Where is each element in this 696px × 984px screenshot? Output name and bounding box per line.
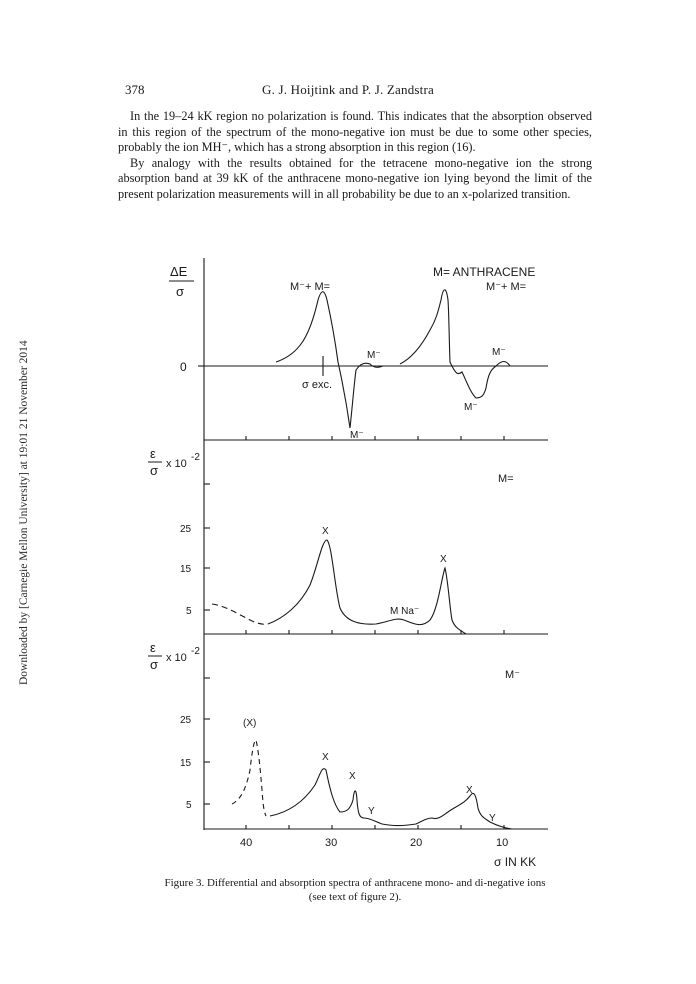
x-tick-20: 20: [410, 837, 423, 849]
panel3-tick-25: 25: [180, 715, 192, 726]
panel2-tick-25: 25: [180, 524, 192, 535]
panel3-curve: [270, 769, 512, 829]
panel1-peak-label-left: M⁻+ M=: [290, 281, 331, 293]
panel3-peak-x-paren: (X): [243, 718, 257, 729]
paragraph-2: By analogy with the results obtained for the tetracene mono-negative ion the strong absorption band at 39 kK of the anthracene mono-negative ion lying beyond the limit of the present polarization measurements will in all probability be due to an x-polarized transition.: [118, 155, 592, 201]
panel3-ylabel-exp: -2: [191, 646, 200, 657]
panel1-zero-label: 0: [180, 360, 187, 374]
x-tick-10: 10: [496, 837, 509, 849]
panel2-ylabel-num: ε: [150, 446, 156, 461]
panel1-sigma-exc: σ exc.: [302, 379, 333, 391]
panel1-label-m-minus-4: M⁻: [350, 430, 364, 441]
panel2-ylabel-exp: -2: [191, 452, 200, 463]
panel2-tick-5: 5: [186, 606, 192, 617]
panel1-curve-right: [400, 290, 510, 398]
panel3-peak-x2: X: [349, 771, 356, 782]
panel1-label-m-minus-2: M⁻: [492, 347, 506, 358]
panel1-ylabel: ΔE: [170, 264, 188, 279]
caption-line-2: (see text of figure 2).: [308, 891, 402, 903]
panel1-ylabel-den: σ: [176, 284, 185, 299]
panel2-peak-x2: X: [440, 554, 447, 565]
panel1-title: M= ANTHRACENE: [433, 265, 536, 279]
paragraph-1: In the 19–24 kK region no polarization is found. This indicates that the absorption observed in this region of the spectrum of the mono-negative ion must be due to some other species, probably the ion MH⁻, which has a strong absorption in this region (16).: [118, 109, 592, 155]
panel3-peak-y2: Y: [489, 813, 496, 824]
panel2-ylabel-den: σ: [150, 463, 159, 478]
panel1-subtitle: M⁻+ M=: [486, 281, 527, 293]
panel2-peak-x1: X: [322, 526, 329, 537]
panel2-species: M=: [498, 473, 514, 485]
panel1-label-m-minus-1: M⁻: [367, 350, 381, 361]
panel2-band-mna: M Na⁻: [390, 606, 420, 617]
x-tick-30: 30: [325, 837, 338, 849]
download-side-note: Downloaded by [Carnegie Mellon University] at 19:01 21 November 2014: [18, 340, 30, 685]
panel2-ylabel-mult: x 10: [166, 458, 187, 470]
panel3-species: M⁻: [505, 669, 520, 681]
page-number: 378: [125, 82, 145, 97]
panel3-tick-15: 15: [180, 758, 192, 769]
caption-line-1: Figure 3. Differential and absorption spectra of anthracene mono- and di-negative ions: [164, 877, 546, 889]
panel2-curve-solid: [268, 540, 466, 634]
panel2-tick-15: 15: [180, 564, 192, 575]
panel3-ylabel-num: ε: [150, 640, 156, 655]
panel3-ylabel-den: σ: [150, 657, 159, 672]
panel3-peak-x3: X: [466, 785, 473, 796]
x-tick-40: 40: [240, 837, 253, 849]
panel3-tick-5: 5: [186, 800, 192, 811]
panel3-ylabel-mult: x 10: [166, 652, 187, 664]
panel3-peak-y1: Y: [368, 806, 375, 817]
panel3-dashed-peak: [232, 740, 266, 816]
panel3-peak-x1: X: [322, 752, 329, 763]
x-axis-label: σ IN KK: [494, 855, 537, 869]
running-head: G. J. Hoijtink and P. J. Zandstra: [262, 82, 434, 97]
panel2-curve: [212, 604, 268, 624]
figure-caption: [110, 876, 600, 904]
separator-ticks: [246, 436, 504, 829]
panel1-label-m-minus-3: M⁻: [464, 402, 478, 413]
